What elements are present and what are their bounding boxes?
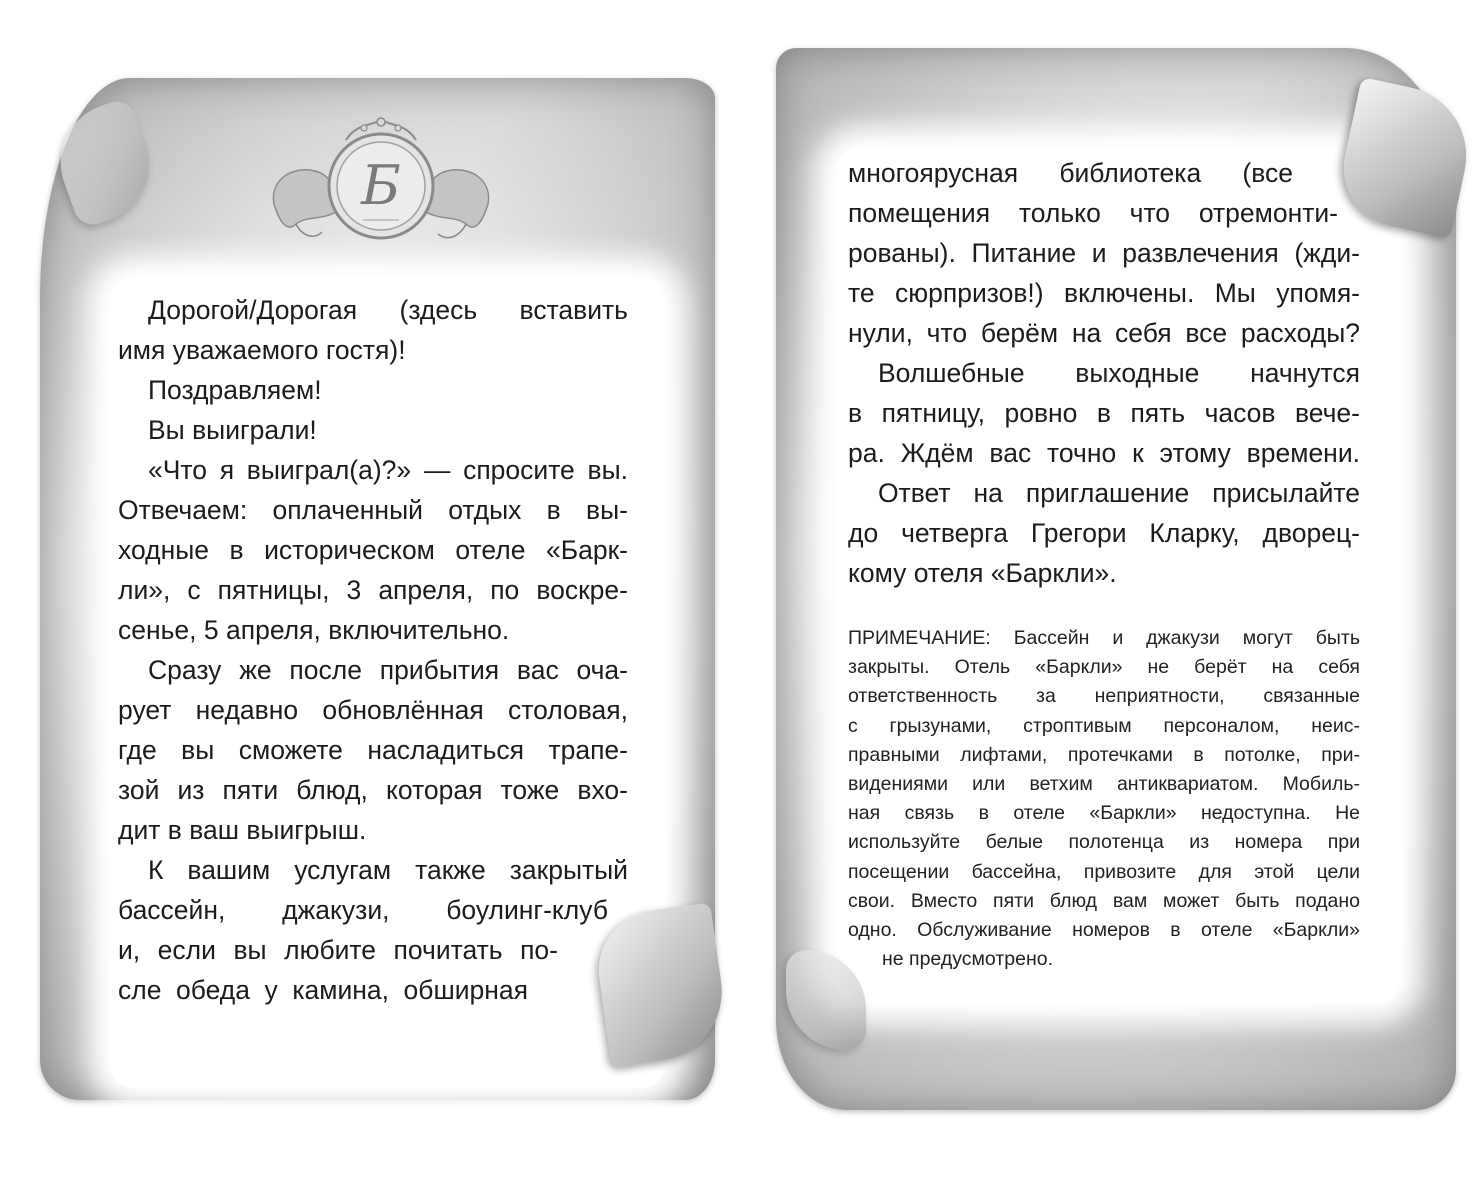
text-line: многоярусная библиотека (все [848,158,1293,188]
text-line: те сюрпризов!) включены. Мы упомя- [848,278,1360,308]
footnote-line: видениями или ветхим антиквариатом. Мобиль- [848,773,1360,796]
text-line: зой из пяти блюд, которая тоже вхо- [118,775,628,805]
text-line: «Что я выиграл(а)?» — спросите вы. [148,455,628,485]
letter-body-left [118,290,628,1010]
monogram-letter: Б [361,154,401,217]
letter-body-right [848,153,1360,593]
footnote-line: ответственность за неприятности, связанные [848,685,1360,708]
footnote-line: закрыты. Отель «Баркли» не берёт на себя [848,656,1360,679]
footnote-line: свои. Вместо пяти блюд вам может быть подано [848,889,1360,912]
text-line: сенье, 5 апреля, включительно. [118,615,510,645]
text-line: Сразу же после прибытия вас оча- [148,655,628,685]
text-line: бассейн, джакузи, боулинг-клуб [118,895,608,925]
footnote-line: используйте белые полотенца из номера при [848,831,1360,854]
footnote-tail: не предусмотрено. [882,948,1053,971]
footnote-line: посещении бассейна, привозите для этой цели [848,860,1360,883]
text-line: Поздравляем! [148,375,322,405]
text-line: до четверга Грегори Кларку, дворец- [848,518,1360,548]
text-line: ра. Ждём вас точно к этому времени. [848,438,1360,468]
footnote-line: одно. Обслуживание номеров в отеле «Баркли» [848,919,1360,942]
text-line: помещения только что отремонти- [848,198,1338,228]
text-line: кому отеля «Баркли». [848,558,1117,588]
text-line: сле обеда у камина, обширная [118,975,528,1005]
footnote-line: ная связь в отеле «Баркли» недоступна. Не [848,802,1360,825]
text-line: ли», с пятницы, 3 апреля, по воскре- [118,575,628,605]
footnote-line: ПРИМЕЧАНИЕ: Бассейн и джакузи могут быть [848,627,1360,649]
text-line: Волшебные выходные начнутся [878,358,1360,388]
text-line: нули, что берём на себя все расходы? [848,318,1360,348]
text-line: рованы). Питание и развлечения (жди- [848,238,1360,268]
text-line: К вашим услугам также закрытый [148,855,628,885]
text-line: рует недавно обновлённая столовая, [118,695,628,725]
text-line: дит в ваш выигрыш. [118,815,367,845]
text-line: Вы выиграли! [148,415,317,445]
text-line: где вы сможете насладиться трапе- [118,735,628,765]
page-curl-top-left [44,96,166,230]
letter-footnote [848,624,1360,974]
hotel-monogram-emblem [266,112,496,252]
text-line: Дорогой/Дорогая (здесь вставить [148,295,628,325]
text-line: ходные в историческом отеле «Барк- [118,535,628,565]
footnote-line: с грызунами, строптивым персоналом, неис- [848,714,1360,737]
text-line: имя уважаемого гостя)! [118,335,406,365]
text-line: в пятницу, ровно в пять часов вече- [848,398,1360,428]
text-line: и, если вы любите почитать по- [118,935,558,965]
text-line: Ответ на приглашение присылайте [878,478,1360,508]
text-line: Отвечаем: оплаченный отдых в вы- [118,495,628,525]
footnote-line: правными лифтами, протечками в потолке, при- [848,743,1360,766]
